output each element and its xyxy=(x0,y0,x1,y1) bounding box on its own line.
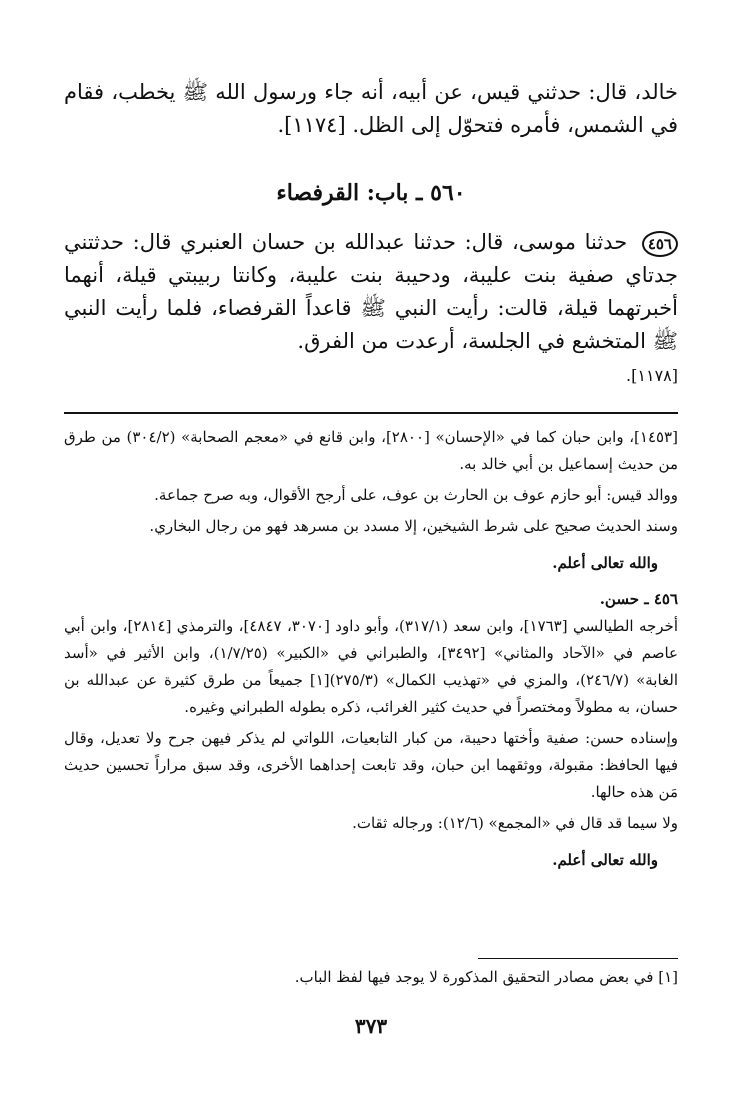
chapter-title: ٥٦٠ ـ باب: القرفصاء xyxy=(276,180,466,206)
hadith-paragraph xyxy=(64,226,678,392)
footnote-divider xyxy=(478,958,678,959)
notes-divider xyxy=(64,412,678,414)
hadith-reference: [١١٧٨]. xyxy=(626,366,678,385)
note-paragraph: أخرجه الطيالسي [١٧٦٣]، وابن سعد (٣١٧/١)، وأبو داود [٣٠٧٠، ٤٨٤٧]، والترمذي [٢٨١٤]، وابن أبي عاصم في «الآحاد والمثاني» [٣٤٩٢]، والطبراني في «الكبير» (١/٧/٢٥)، وابن الأثير في «أسد الغابة» (٢٤٦/٧)، والمزي في «تهذيب الكمال» (٢٧٥/٣)[١] جميعاً من طرق كثيرة عن عبدالله بن حسان، به مطولاً ومختصراً في حديث كثير الغرائب، ذكره بطوله الطبراني وغيره. xyxy=(64,617,679,716)
closing-phrase: والله تعالى أعلم. xyxy=(552,554,658,572)
note-paragraph: ولا سيما قد قال في «المجمع» (١٢/٦): ورجاله ثقات. xyxy=(352,814,678,832)
notes-section xyxy=(64,424,678,883)
note-paragraph: [١٤٥٣]، وابن حبان كما في «الإحسان» [٢٨٠٠]، وابن قانع في «معجم الصحابة» (٣٠٤/٢) من طرق من حديث إسماعيل بن أبي خالد به. xyxy=(64,428,678,473)
hadith-text: حدثنا موسى، قال: حدثنا عبدالله بن حسان العنبري قال: حدثتني جدتاي صفية بنت عليبة، ودحيبة بنت عليبة، وكانتا ربيبتي قيلة، أنهما أخبرتهما قيلة، قالت: رأيت النبي ﷺ قاعداً القرفصاء، فلما رأيت النبي ﷺ المتخشع في الجلسة، أرعدت من الفرق. xyxy=(64,230,678,353)
intro-paragraph: خالد، قال: حدثني قيس، عن أبيه، أنه جاء ورسول الله ﷺ يخطب، فقام في الشمس، فأمره فتحوّل إلى الظل. [١١٧٤]. xyxy=(64,80,678,137)
hadith-number-badge: ٤٥٦ xyxy=(642,231,678,257)
page-number: ٣٧٣ xyxy=(354,1014,388,1038)
hadith-grade-label: ٤٥٦ ـ حسن. xyxy=(599,590,678,608)
closing-phrase: والله تعالى أعلم. xyxy=(552,851,658,869)
note-paragraph: ووالد قيس: أبو حازم عوف بن الحارث بن عوف، على أرجح الأقوال، وبه صرح جماعة. xyxy=(154,486,678,504)
note-paragraph: وإسناده حسن: صفية وأختها دحيبة، من كبار التابعيات، اللواتي لم يذكر فيهن جرح ولا تعديل، وقال فيها الحافظ: مقبولة، ووثقهما ابن حبان، وقد تابعت إحداهما الأخرى، وقد سبق مراراً تحسين حديث مَن هذه حالها. xyxy=(64,729,678,801)
page xyxy=(64,0,678,1098)
note-paragraph: وسند الحديث صحيح على شرط الشيخين، إلا مسدد بن مسرهد فهو من رجال البخاري. xyxy=(149,517,678,535)
footnote: [١] في بعض مصادر التحقيق المذكورة لا يوجد فيها لفظ الباب. xyxy=(294,968,678,986)
